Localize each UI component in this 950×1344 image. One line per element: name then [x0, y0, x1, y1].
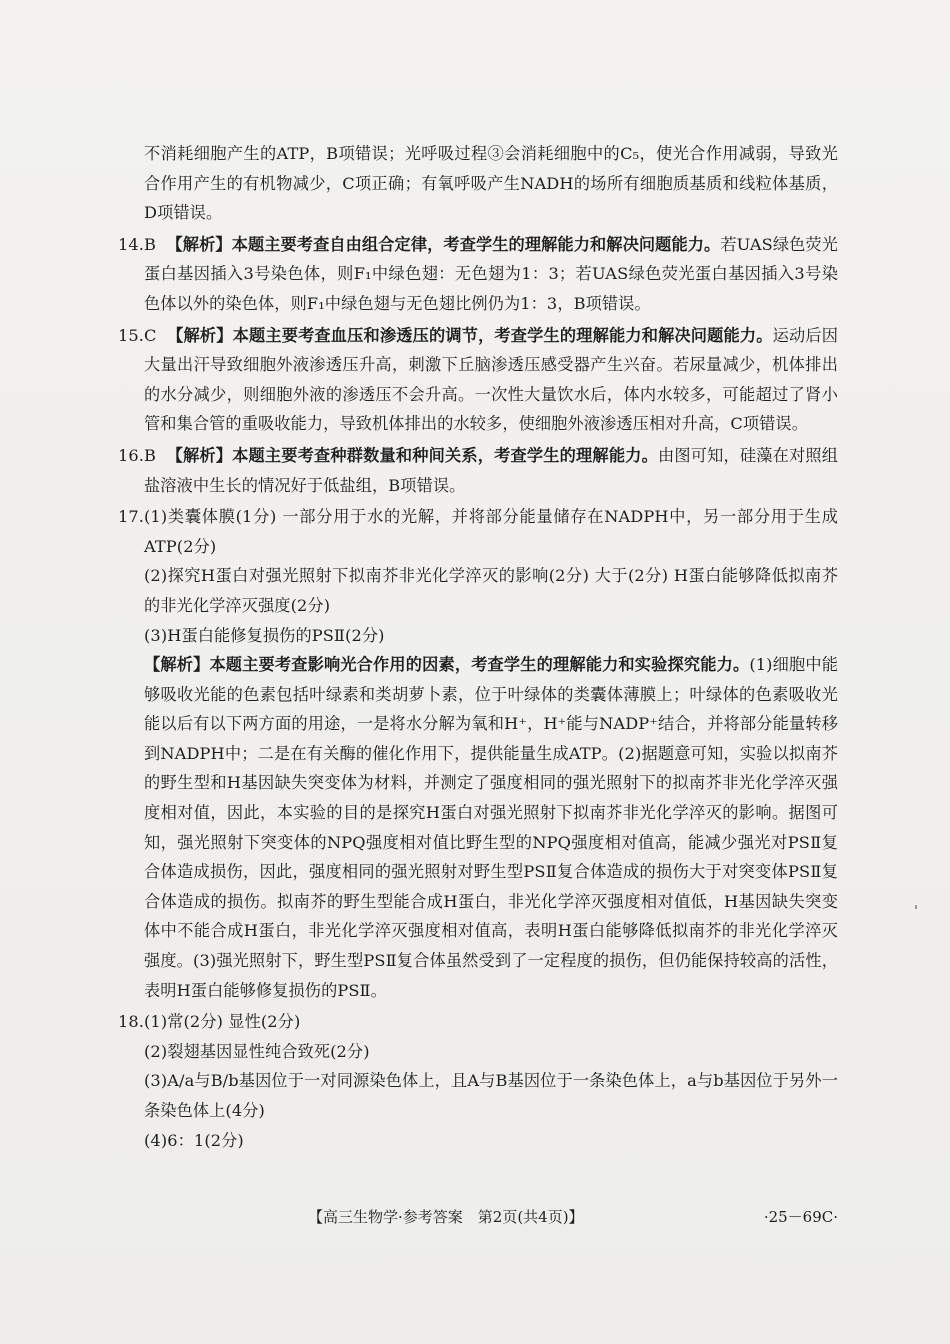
analysis-label: 【解析】本题主要考查血压和渗透压的调节，考查学生的理解能力和解决问题能力。	[167, 325, 773, 345]
analysis-text: 运动后因大量出汗导致细胞外液渗透压升高，刺激下丘脑渗透压感受器产生兴奋。若尿量减少，机体排出的水分减少，则细胞外液的渗透压不会升高。一次性大量饮水后，体内水较多，可能超过了肾小管和集合管的重吸收能力，导致机体排出的水较多，使细胞外液渗透压相对升高，C项错误。	[144, 325, 839, 434]
answer-part-1: (1)类囊体膜(1分) 一部分用于水的光解，并将部分能量储存在NADPH中，另一部分用于生成ATP(2分)	[144, 507, 838, 556]
footer-title: 【高三生物学·参考答案 第2页(共4页)】	[308, 1208, 584, 1226]
answer-part-4: (4)6：1(2分)	[144, 1130, 244, 1150]
question-17	[118, 502, 838, 1005]
answer-part-3: (3)A/a与B/b基因位于一对同源染色体上，且A与B基因位于一条染色体上，a与b基因位于另外一条染色体上(4分)	[144, 1071, 838, 1120]
question-number: 16.	[118, 445, 145, 465]
question-14	[118, 230, 838, 319]
page-footer	[118, 1206, 838, 1236]
answer-content	[118, 139, 838, 1155]
scan-mark	[915, 905, 917, 909]
analysis-text: (1)细胞中能够吸收光能的色素包括叶绿素和类胡萝卜素，位于叶绿体的类囊体薄膜上；叶绿体的色素吸收光能以后有以下两方面的用途，一是将水分解为氧和H⁺，H⁺能与NADP⁺结合，并将部分能量转移到NADPH中；二是在有关酶的催化作用下，提供能量生成ATP。(2)据题意可知，实验以拟南芥的野生型和H基因缺失突变体为材料，并测定了强度相同的强光照射下的拟南芥非光化学淬灭强度相对值，因此，本实验的目的是探究H蛋白对强光照射下拟南芥非光化学淬灭的影响。据图可知，强光照射下突变体的NPQ强度相对值比野生型的NPQ强度相对值高，能减少强光对PSⅡ复合体造成损伤，因此，强度相同的强光照射对野生型PSⅡ复合体造成的损伤大于对突变体PSⅡ复合体造成的损伤。拟南芥的野生型能合成H蛋白，非光化学淬灭强度相对值低，H基因缺失突变体中不能合成H蛋白，非光化学淬灭强度相对值高，表明H蛋白能够降低拟南芥的非光化学淬灭强度。(3)强光照射下，野生型PSⅡ复合体虽然受到了一定程度的损伤，但仍能保持较高的活性，表明H蛋白能够修复损伤的PSⅡ。	[144, 655, 838, 1000]
footer-code: ·25－69C·	[763, 1208, 838, 1226]
question-15	[118, 321, 838, 439]
analysis-label: 【解析】本题主要考查种群数量和种间关系，考查学生的理解能力。	[166, 445, 658, 465]
answer-letter: C	[144, 325, 157, 345]
question-18	[118, 1007, 838, 1155]
question-number: 17.	[118, 507, 145, 527]
question-number: 18.	[118, 1012, 145, 1032]
question-16	[118, 441, 838, 500]
analysis-text: 若UAS绿色荧光蛋白基因插入3号染色体，则F₁中绿色翅：无色翅为1：3；若UAS绿色荧光蛋白基因插入3号染色体以外的染色体，则F₁中绿色翅与无色翅比例仍为1：3，B项错误。	[144, 234, 838, 313]
question-number: 14.	[118, 234, 145, 254]
analysis-label: 【解析】本题主要考查影响光合作用的因素，考查学生的理解能力和实验探究能力。	[144, 655, 750, 675]
analysis-label: 【解析】本题主要考查自由组合定律，考查学生的理解能力和解决问题能力。	[166, 234, 721, 254]
answer-part-1: (1)常(2分) 显性(2分)	[144, 1012, 301, 1032]
answer-part-2: (2)裂翅基因显性纯合致死(2分)	[144, 1041, 370, 1061]
analysis-text: 由图可知，硅藻在对照组盐溶液中生长的情况好于低盐组，B项错误。	[144, 445, 838, 495]
answer-part-3: (3)H蛋白能修复损伤的PSⅡ(2分)	[144, 625, 385, 645]
answer-part-2: (2)探究H蛋白对强光照射下拟南芥非光化学淬灭的影响(2分) 大于(2分) H蛋白能够降低拟南芥的非光化学淬灭强度(2分)	[144, 566, 838, 615]
q13-continuation: 不消耗细胞产生的ATP，B项错误；光呼吸过程③会消耗细胞中的C₅，使光合作用减弱，导致光合作用产生的有机物减少，C项正确；有氧呼吸产生NADH的场所有细胞质基质和线粒体基质，D项错误。	[144, 144, 838, 223]
analysis-paragraph	[144, 650, 838, 1005]
question-number: 15.	[118, 325, 145, 345]
answer-letter: B	[144, 445, 156, 465]
answer-letter: B	[144, 234, 156, 254]
